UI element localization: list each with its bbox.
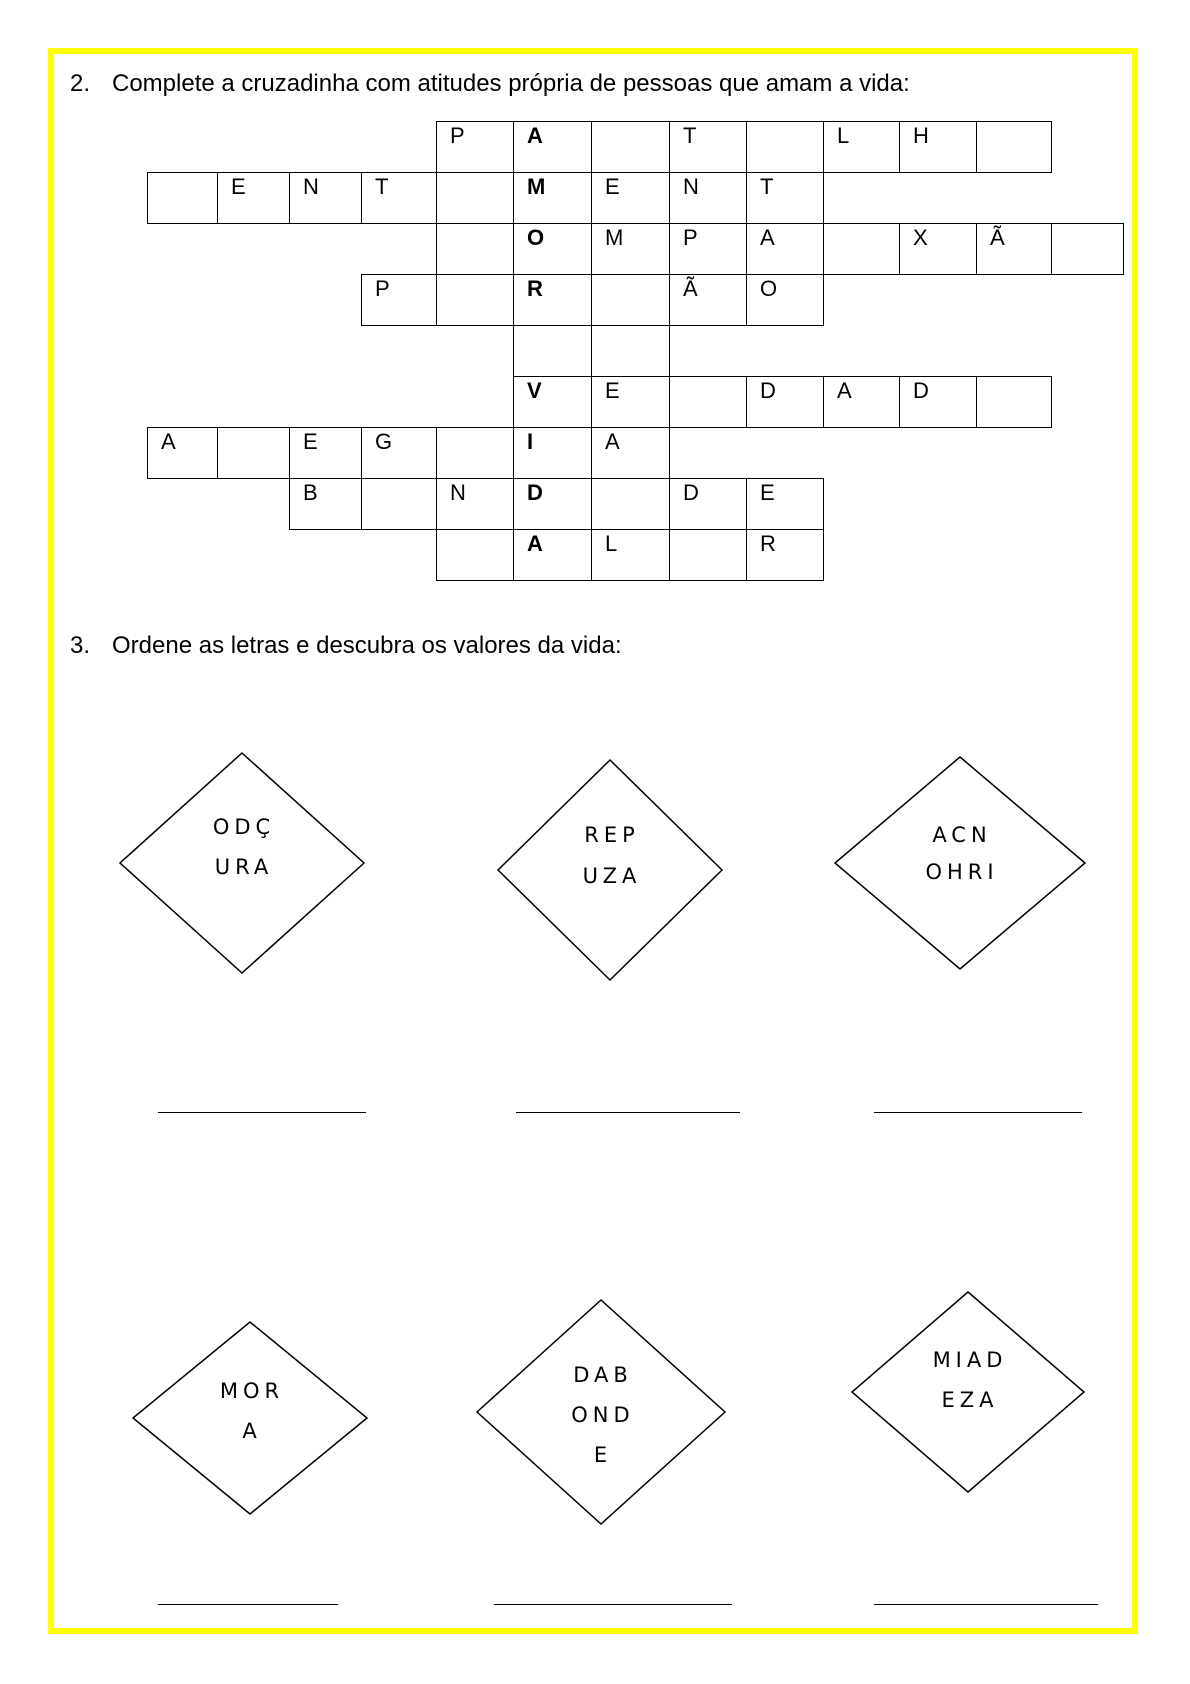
scrambled-letters: UZA <box>582 864 642 888</box>
crossword-cell[interactable]: T <box>361 172 437 224</box>
scrambled-letters: E <box>593 1443 613 1467</box>
question-3-text: Ordene as letras e descubra os valores da vida: <box>112 632 622 659</box>
question-2-number: 2. <box>70 70 91 97</box>
crossword-key-cell[interactable]: A <box>513 121 592 173</box>
crossword-key-cell[interactable]: O <box>513 223 592 275</box>
answer-line[interactable] <box>874 1604 1098 1605</box>
crossword-cell[interactable]: H <box>899 121 977 173</box>
crossword-cell[interactable]: D <box>746 376 824 428</box>
crossword-cell[interactable]: R <box>746 529 824 581</box>
scrambled-letters: DAB <box>573 1363 633 1387</box>
crossword-cell[interactable]: L <box>591 529 670 581</box>
crossword-cell[interactable]: O <box>746 274 824 326</box>
question-2-text: Complete a cruzadinha com atitudes própria de pessoas que amam a vida: <box>112 70 910 97</box>
crossword-key-cell[interactable]: R <box>513 274 592 326</box>
crossword-cell[interactable]: G <box>361 427 437 479</box>
scrambled-letters: REP <box>584 823 640 847</box>
diamond-shape <box>133 1322 367 1514</box>
crossword-cell[interactable]: X <box>899 223 977 275</box>
crossword-cell[interactable]: N <box>669 172 747 224</box>
crossword-cell[interactable]: N <box>436 478 514 530</box>
crossword-cell[interactable]: A <box>823 376 900 428</box>
crossword-cell[interactable]: M <box>591 223 670 275</box>
crossword-key-cell[interactable]: A <box>513 529 592 581</box>
scrambled-letters: MIAD <box>932 1348 1008 1372</box>
crossword-cell[interactable]: B <box>289 478 362 530</box>
crossword-cell[interactable]: E <box>217 172 290 224</box>
crossword-cell[interactable]: T <box>669 121 747 173</box>
crossword-cell[interactable]: A <box>591 427 670 479</box>
crossword-cell[interactable]: A <box>147 427 218 479</box>
question-3-number: 3. <box>70 632 91 659</box>
answer-line[interactable] <box>158 1604 338 1605</box>
crossword-cell[interactable]: Ã <box>976 223 1052 275</box>
scrambled-letters: URA <box>214 855 274 879</box>
crossword-key-cell[interactable]: D <box>513 478 592 530</box>
crossword-cell[interactable]: E <box>289 427 362 479</box>
crossword-cell[interactable]: P <box>669 223 747 275</box>
crossword-cell[interactable]: E <box>591 376 670 428</box>
crossword-cell[interactable]: T <box>746 172 824 224</box>
crossword-key-cell[interactable]: V <box>513 376 592 428</box>
crossword-cell[interactable]: P <box>436 121 514 173</box>
answer-line[interactable] <box>874 1112 1082 1113</box>
crossword-cell[interactable]: P <box>361 274 437 326</box>
crossword-cell[interactable]: E <box>591 172 670 224</box>
crossword-cell[interactable]: L <box>823 121 900 173</box>
scrambled-letters: OND <box>571 1403 635 1427</box>
answer-line[interactable] <box>158 1112 366 1113</box>
crossword-cell[interactable]: D <box>669 478 747 530</box>
crossword-cell[interactable]: N <box>289 172 362 224</box>
scrambled-letters: MOR <box>219 1379 285 1403</box>
answer-line[interactable] <box>516 1112 740 1113</box>
answer-line[interactable] <box>494 1604 732 1605</box>
crossword-cell[interactable]: E <box>746 478 824 530</box>
crossword-cell[interactable]: D <box>899 376 977 428</box>
scrambled-letters: A <box>242 1419 262 1443</box>
crossword-key-cell[interactable]: I <box>513 427 592 479</box>
scrambled-letters: ACN <box>932 823 992 847</box>
crossword-key-cell[interactable]: M <box>513 172 592 224</box>
scrambled-letters: EZA <box>941 1388 999 1412</box>
scrambled-letters: OHRI <box>925 860 999 884</box>
crossword-cell[interactable]: Ã <box>669 274 747 326</box>
crossword-cell[interactable]: A <box>746 223 824 275</box>
scrambled-letters: ODÇ <box>212 815 276 839</box>
